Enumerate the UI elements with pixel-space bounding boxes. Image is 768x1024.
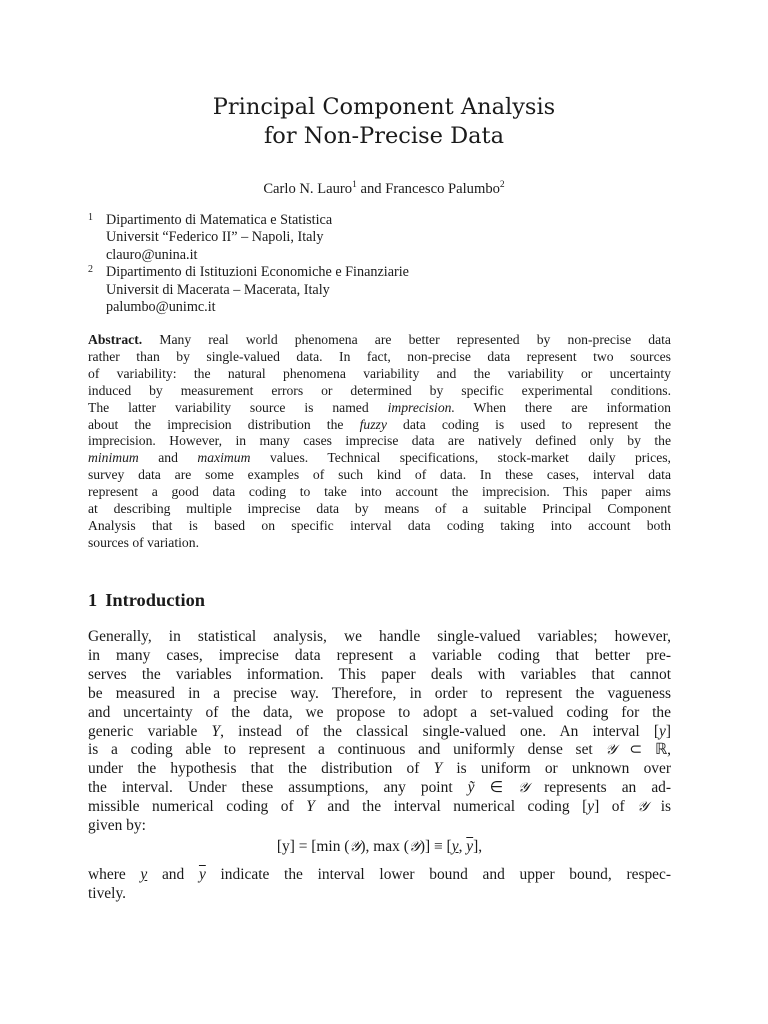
abstract-line — [88, 332, 671, 349]
equation-part: [y] = [min ( — [276, 837, 350, 855]
abstract-emphasis: minimum — [88, 450, 139, 466]
affiliation-2-university: Universit di Macerata – Macerata, Italy — [106, 281, 330, 298]
abstract-label: Abstract. — [88, 332, 143, 347]
intro-line — [88, 866, 671, 885]
intro-line: tively. — [88, 884, 127, 902]
abstract-text: When there are information — [473, 399, 671, 415]
interval-equation — [88, 836, 671, 866]
affiliation-1 — [88, 212, 688, 264]
introduction-body — [88, 628, 671, 904]
abstract-line: of variability: the natural phenomena variability and the variability or uncertainty — [88, 365, 671, 381]
title-line-2: for Non-Precise Data — [263, 123, 505, 149]
affiliation-1-email: clauro@unina.it — [106, 246, 198, 263]
abstract-text: Many real world phenomena are better represented by non-precise data — [159, 332, 671, 347]
intro-text: the interval. Under these assumptions, any point — [88, 779, 453, 797]
affiliations — [88, 212, 688, 316]
abstract-line — [88, 450, 671, 467]
math-set-symbol: 𝒴 — [408, 838, 420, 855]
equation-part: ], — [473, 837, 483, 855]
abstract-line: represent a good data coding to take into account the imprecision. This paper aims — [88, 484, 671, 500]
section-number: 1 — [88, 590, 98, 610]
affiliation-2-email: palumbo@unimc.it — [106, 299, 216, 316]
author-list — [0, 180, 768, 198]
lower-bound-symbol: y — [140, 865, 148, 883]
abstract-line — [88, 417, 671, 434]
math-variable: ỹ — [467, 779, 475, 797]
intro-text: under the hypothesis that the distribution of — [88, 760, 420, 778]
abstract-line: at describing multiple imprecise data by means of a suitable Principal Component — [88, 501, 671, 517]
abstract — [88, 332, 671, 552]
upper-bound-symbol: $\overline{y}$ — [466, 837, 474, 855]
abstract-line: sources of variation. — [88, 534, 199, 550]
math-set-symbol: 𝒴 — [637, 799, 649, 816]
title-line-1: Principal Component Analysis — [212, 94, 556, 120]
intro-line — [88, 798, 671, 817]
intro-text: and the interval numerical coding [ — [327, 798, 588, 816]
section-title: Introduction — [105, 590, 206, 610]
abstract-line — [88, 400, 671, 417]
intro-text: where — [88, 865, 126, 883]
intro-text: is — [660, 798, 672, 816]
math-variable: Y — [306, 798, 315, 816]
author-conjunction: and — [360, 181, 382, 197]
intro-text: ] — [665, 722, 672, 740]
affiliation-1-dept: Dipartimento di Matematica e Statistica — [106, 212, 333, 228]
intro-text: ] of — [594, 798, 625, 816]
math-variable: y — [659, 722, 666, 740]
math-set-symbol: 𝒴 — [518, 780, 530, 797]
math-operator: ∈ — [489, 779, 504, 797]
affiliation-1-university: Universit “Federico II” – Napoli, Italy — [106, 229, 324, 246]
abstract-emphasis: maximum — [197, 450, 251, 466]
affiliation-2 — [88, 264, 688, 316]
math-variable: Y — [211, 722, 221, 740]
abstract-emphasis: fuzzy — [359, 416, 387, 432]
abstract-text: The latter variability source is named — [88, 399, 369, 415]
math-set-symbol: 𝒴 — [605, 742, 617, 759]
math-operator: ⊂ — [629, 741, 643, 759]
author-mark-2: 2 — [499, 180, 505, 190]
intro-line: in many cases, imprecise data represent a variable coding that better pre- — [88, 646, 671, 664]
intro-line: serves the variables information. This paper deals with variables that cannot — [88, 665, 671, 683]
intro-line: and uncertainty of the data, we propose to adopt a set-valued coding for the — [88, 703, 671, 721]
intro-text: and — [161, 865, 185, 883]
intro-text: is uniform or unknown over — [456, 760, 672, 778]
equation-part: ), max ( — [360, 837, 409, 855]
abstract-line: rather than by single-valued data. In fact, non-precise data represent two sources — [88, 348, 671, 364]
abstract-text: data coding is used to represent the — [403, 416, 672, 432]
math-variable: y — [587, 798, 595, 816]
intro-line — [88, 723, 671, 742]
abstract-text: about the imprecision distribution the — [88, 416, 344, 432]
affiliation-mark-2: 2 — [88, 264, 93, 276]
intro-line: be measured in a precise way. Therefore, in order to represent the vagueness — [88, 684, 671, 702]
section-heading — [88, 589, 205, 611]
intro-text: , instead of the classical single-valued one. An interval [ — [220, 722, 659, 740]
equation-part: )] ≡ [ — [419, 837, 452, 855]
author-mark-1: 1 — [352, 180, 357, 190]
math-set-symbol: ℝ, — [654, 741, 672, 759]
equation-part: , — [458, 837, 467, 855]
math-variable: Y — [433, 760, 443, 778]
intro-line — [88, 779, 671, 798]
abstract-text: values. Technical specifications, stock-market daily prices, — [269, 450, 671, 466]
intro-line — [88, 741, 671, 760]
intro-line: given by: — [88, 817, 146, 835]
author-name-1: Carlo N. Lauro — [263, 181, 353, 197]
abstract-line: survey data are some examples of such kind of data. In these cases, interval data — [88, 467, 671, 483]
author-name-2: Francesco Palumbo — [385, 181, 500, 197]
intro-text: represents an ad- — [544, 779, 672, 797]
intro-text: indicate the interval lower bound and upper bound, respec- — [220, 865, 672, 883]
paper-title — [0, 93, 768, 151]
intro-line — [88, 760, 671, 779]
abstract-text: and — [158, 450, 178, 466]
abstract-line: imprecision. However, in many cases imprecise data are natively defined only by the — [88, 433, 671, 449]
intro-text: missible numerical coding of — [88, 798, 294, 816]
upper-bound-symbol: $\overline{y}$ — [198, 865, 206, 883]
lower-bound-symbol: y — [451, 837, 459, 855]
abstract-line: induced by measurement errors or determined by specific experimental conditions. — [88, 382, 671, 398]
intro-line: Generally, in statistical analysis, we handle single-valued variables; however, — [88, 628, 671, 645]
math-set-symbol: 𝒴 — [349, 838, 361, 855]
affiliation-2-dept: Dipartimento di Istituzioni Economiche e Finanziarie — [106, 264, 409, 281]
intro-text: is a coding able to represent a continuous and uniformly dense set — [88, 741, 593, 759]
abstract-line: Analysis that is based on specific interval data coding taking into account both — [88, 517, 671, 533]
intro-text: generic variable — [88, 722, 198, 740]
abstract-emphasis: imprecision. — [387, 399, 455, 415]
affiliation-mark-1: 1 — [88, 212, 93, 223]
